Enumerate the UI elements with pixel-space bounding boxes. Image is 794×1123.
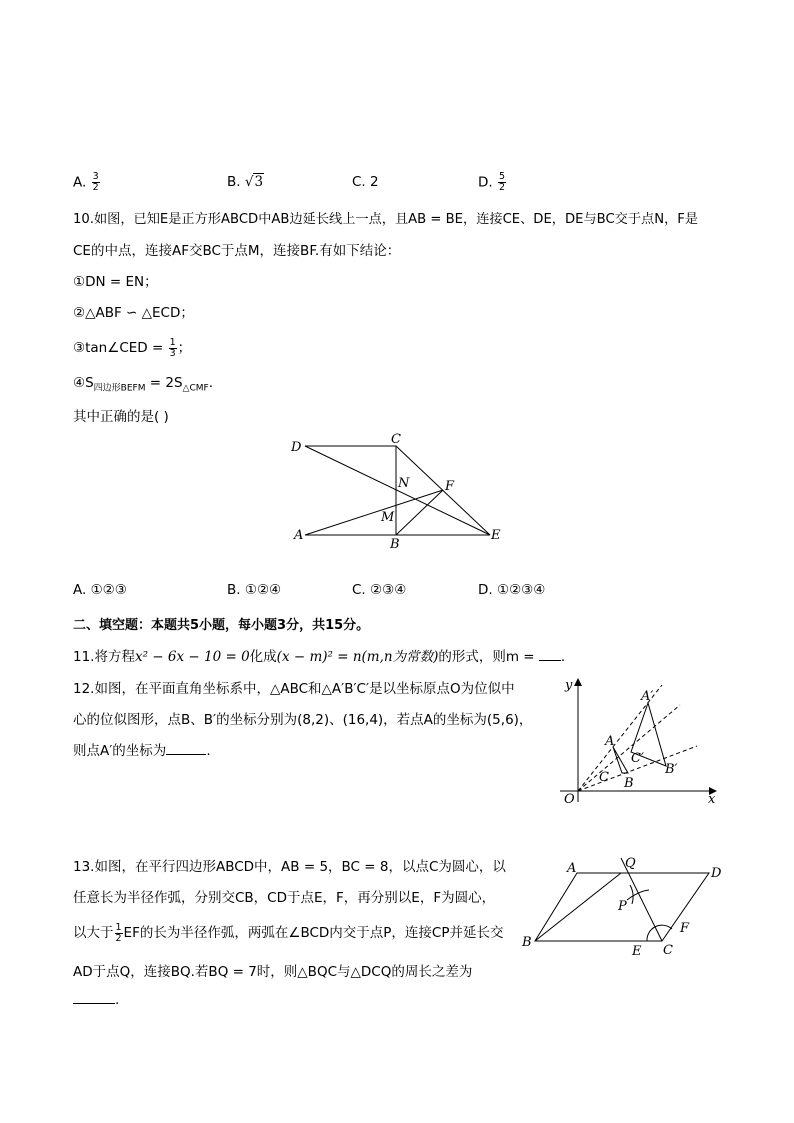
q10-question: 其中正确的是( ): [73, 409, 169, 425]
section-heading: 二、填空题：本题共5小题，每小题3分，共15分。: [73, 618, 370, 633]
segment-bf: [396, 490, 443, 535]
label-f: F: [445, 479, 455, 494]
label-d: D: [711, 866, 722, 881]
label-e: E: [632, 944, 642, 959]
q13-figure: [517, 852, 727, 962]
q10-option-c: C. ②③④: [352, 582, 407, 598]
q10-option-b: B. ①②④: [227, 582, 282, 598]
q11-text: 11.将方程x² − 6x − 10 = 0化成(x − m)² = n(m,n为常数)的形式，则m = .: [73, 649, 566, 665]
segment-bq: [535, 873, 621, 941]
label-a: A: [605, 734, 615, 749]
segment-af: [305, 490, 443, 535]
q12-figure: [555, 672, 725, 812]
label-f: F: [680, 921, 690, 936]
q12-answer-blank: [166, 742, 206, 755]
label-e: E: [491, 528, 501, 543]
q10-line2: CE的中点，连接AF交BC于点M，连接BF.有如下结论：: [73, 243, 401, 259]
label-q: Q: [625, 856, 636, 871]
q13-answer-blank: [73, 991, 115, 1004]
q10-conclusion-3: ③tan∠CED = $\frac{1}{3}$ ；: [73, 336, 192, 359]
triangle-abc: [613, 747, 628, 773]
q11-answer-blank: [539, 648, 561, 661]
q10-option-d: D. ①②③④: [478, 582, 546, 598]
q10-conclusion-1: ①DN = EN；: [73, 274, 158, 290]
q12-line2: 心的位似图形，点B、B′的坐标分别为(8,2)、(16,4)，若点A的坐标为(5,6)，: [73, 712, 533, 728]
q9-option-a: A. $\frac{3}{2}$: [73, 171, 99, 193]
q13-line5: .: [73, 991, 119, 1008]
label-origin: O: [564, 792, 575, 807]
label-c: C: [663, 943, 673, 958]
label-c-prime: C′: [631, 751, 644, 766]
q10-line1: 10.如图，已知E是正方形ABCD中AB边延长线上一点，且AB = BE，连接CE、DE，DE与BC交于点N，F是: [73, 212, 699, 227]
label-b: B: [522, 935, 532, 950]
label-d: D: [291, 440, 302, 455]
q13-line1: 13.如图，在平行四边形ABCD中，AB = 5，BC = 8，以点C为圆心，以: [73, 859, 506, 875]
q13-line4: AD于点Q，连接BQ.若BQ = 7时，则△BQC与△DCQ的周长之差为: [73, 964, 473, 980]
q12-line1: 12.如图，在平面直角坐标系中，△ABC和△A′B′C′是以坐标原点O为位似中: [73, 681, 515, 697]
label-b: B: [624, 776, 634, 791]
label-b-prime: B′: [665, 762, 678, 777]
arc-ef: [647, 925, 672, 941]
q12-line3: 则点A′的坐标为 .: [73, 743, 211, 759]
axis-label-x: x: [708, 792, 716, 807]
arc-p2: [630, 885, 633, 904]
q9-option-b: B. √3: [227, 174, 264, 190]
q10-conclusion-2: ②△ABF ∽ △ECD；: [73, 305, 194, 321]
axis-label-y: y: [565, 678, 573, 693]
label-m: M: [381, 510, 395, 525]
label-a-prime: A′: [641, 689, 654, 704]
q9-option-c: C. 2: [352, 174, 379, 190]
label-a: A: [567, 861, 577, 876]
q9-option-d: D. $\frac{5}{2}$: [478, 171, 506, 193]
q10-conclusion-4: $④S_{四边形BEFM} = 2S_{\triangle CMF}$.: [73, 375, 213, 394]
label-c: C: [391, 432, 401, 447]
q10-option-a: A. ①②③: [73, 582, 127, 598]
q10-figure: [285, 428, 510, 553]
label-a: A: [294, 528, 304, 543]
label-c: C: [599, 770, 609, 785]
label-b: B: [390, 537, 400, 552]
q13-line2: 任意长为半径作弧，分别交CB，CD于点E，F，再分别以E，F为圆心，: [73, 890, 496, 906]
q13-line3: 以大于 $\frac{1}{2}$ EF的长为半径作弧，两弧在∠BCD内交于点P，连接CP并延长交: [73, 921, 504, 944]
label-n: N: [398, 476, 410, 491]
label-p: P: [618, 899, 627, 914]
